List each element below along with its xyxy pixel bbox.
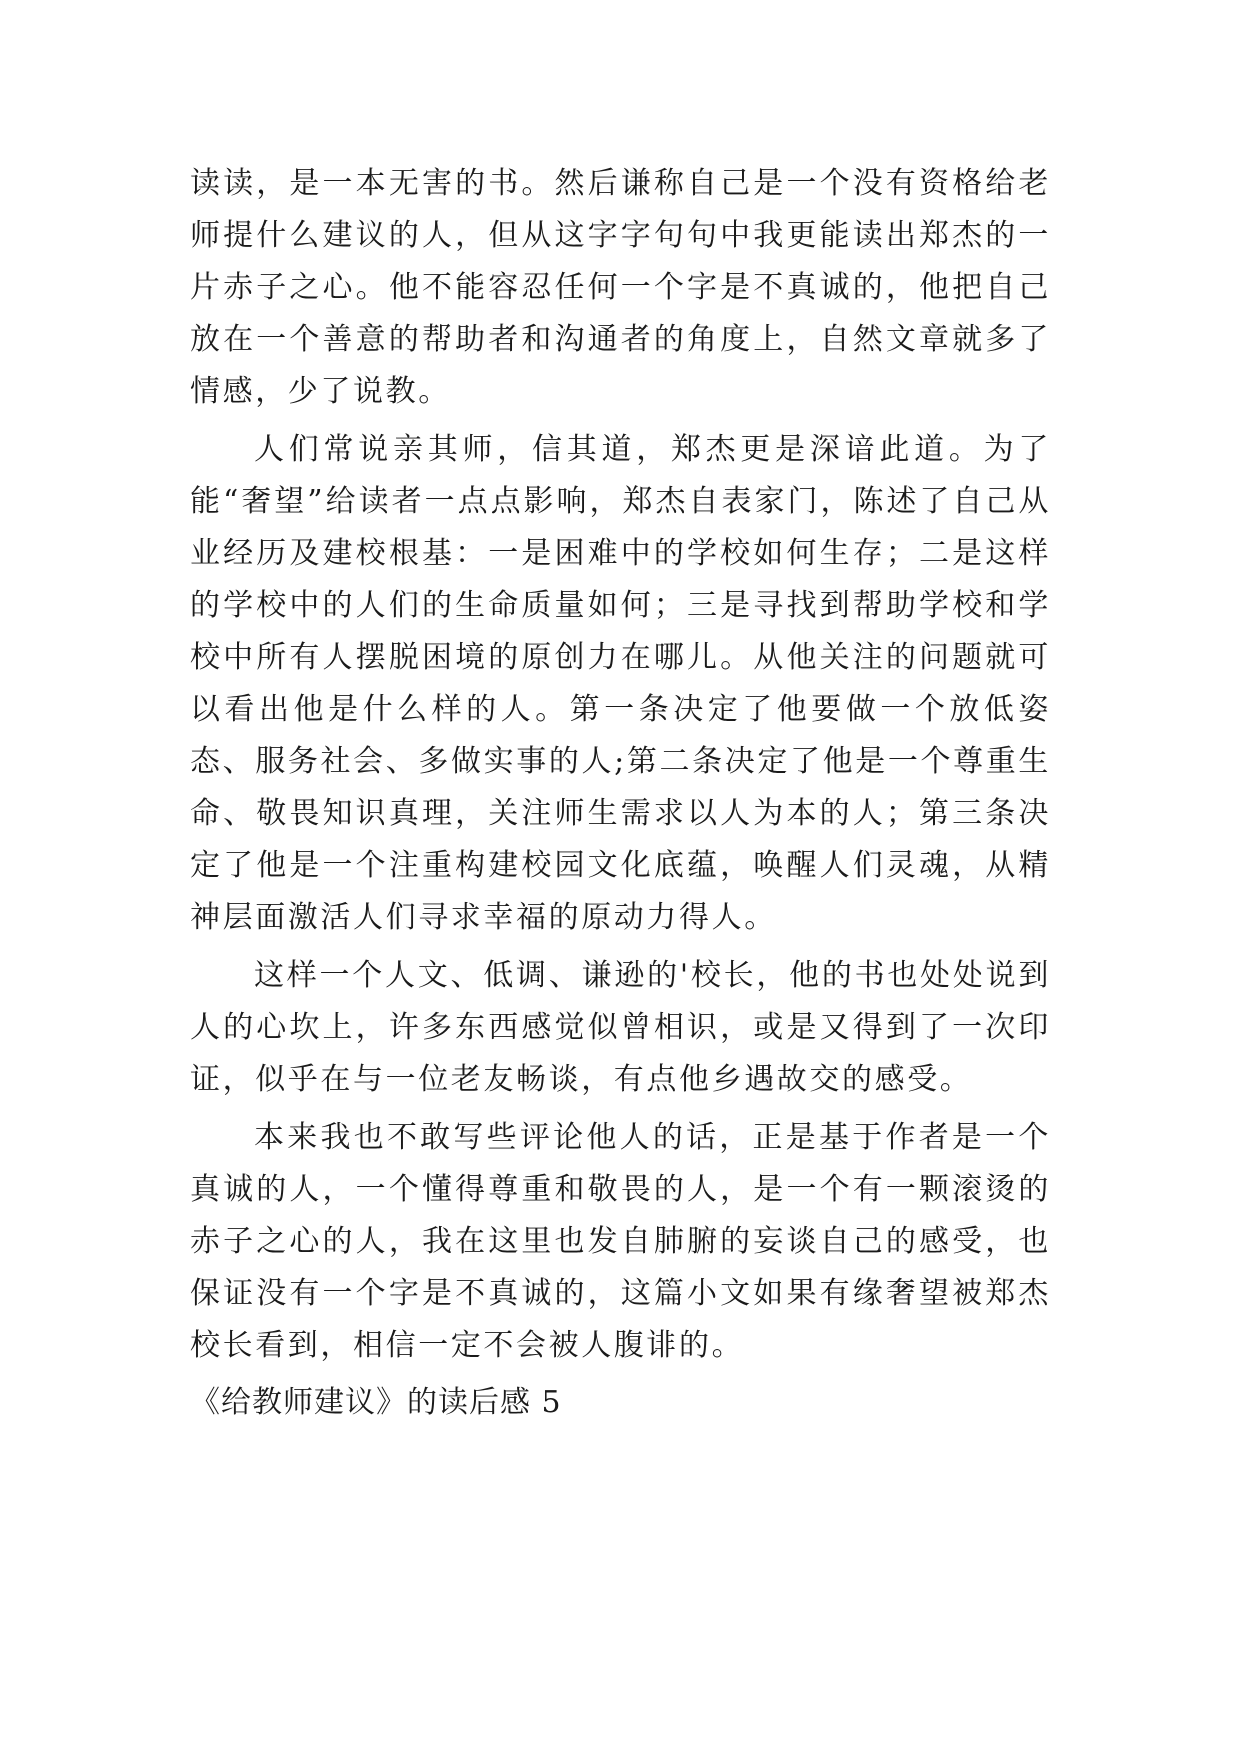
document-body [190, 158, 1051, 1426]
paragraph-teacher-philosophy: 人们常说亲其师，信其道，郑杰更是深谙此道。为了能“奢望”给读者一点点影响，郑杰自表家门，陈述了自己从业经历及建校根基：一是困难中的学校如何生存；二是这样的学校中的人们的生命质量如何；三是寻找到帮助学校和学校中所有人摆脱困境的原创力在哪儿。从他关注的问题就可以看出他是什么样的人。第一条决定了他要做一个放低姿态、服务社会、多做实事的人;第二条决定了他是一个尊重生命、敬畏知识真理，关注师生需求以人为本的人；第三条决定了他是一个注重构建校园文化底蕴，唤醒人们灵魂，从精神层面激活人们寻求幸福的原动力得人。 [190, 432, 1051, 935]
paragraph-principal-character: 这样一个人文、低调、谦逊的'校长，他的书也处处说到人的心坎上，许多东西感觉似曾相识，或是又得到了一次印证，似乎在与一位老友畅谈，有点他乡遇故交的感受。 [190, 958, 1051, 1097]
paragraph-closing-remarks: 本来我也不敢写些评论他人的话，正是基于作者是一个真诚的人，一个懂得尊重和敬畏的人，是一个有一颗滚烫的赤子之心的人，我在这里也发自肺腑的妄谈自己的感受，也保证没有一个字是不真诚的，这篇小文如果有缘奢望被郑杰校长看到，相信一定不会被人腹诽的。 [190, 1120, 1051, 1363]
paragraph-continuation: 读读，是一本无害的书。然后谦称自己是一个没有资格给老师提什么建议的人，但从这字字句句中我更能读出郑杰的一片赤子之心。他不能容忍任何一个字是不真诚的，他把自己放在一个善意的帮助者和沟通者的角度上，自然文章就多了情感，少了说教。 [190, 166, 1051, 409]
section-heading: 《给教师建议》的读后感 5 [190, 1385, 562, 1420]
